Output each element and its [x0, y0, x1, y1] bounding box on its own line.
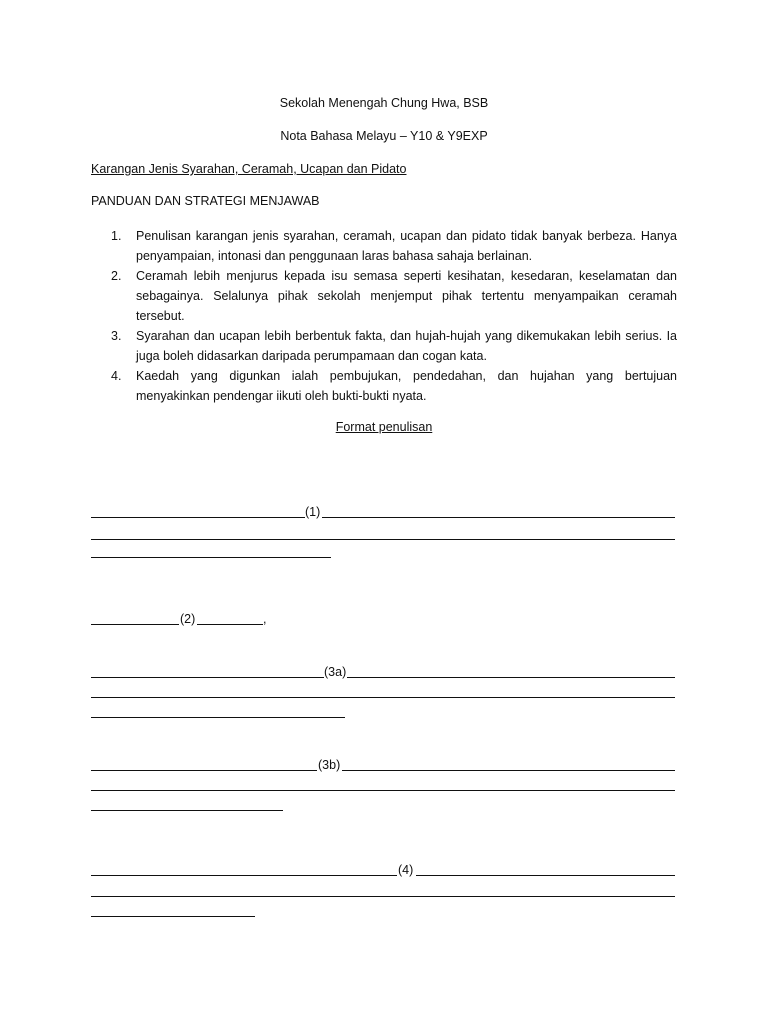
section-heading: PANDUAN DAN STRATEGI MENJAWAB [91, 194, 320, 208]
blank-line [347, 677, 675, 678]
list-item [91, 366, 677, 406]
placeholder-marker-2: (2) [180, 612, 196, 626]
list-item [91, 226, 677, 266]
list-item-number: 3. [111, 329, 122, 343]
blank-line [342, 770, 675, 771]
comma-mark: , [263, 612, 267, 626]
topic-title: Karangan Jenis Syarahan, Ceramah, Ucapan dan Pidato [91, 162, 407, 176]
blank-line [91, 790, 675, 791]
blank-line [91, 896, 675, 897]
list-item-text: Ceramah lebih menjurus kepada isu semasa seperti kesihatan, kesedaran, keselamatan dan sebagainya. Selalunya pihak sekolah menjemput pihak tertentu menyampaikan ceramah tersebut. [136, 269, 677, 323]
guideline-list [91, 226, 677, 406]
list-item [91, 326, 677, 366]
list-item-text: Kaedah yang digunkan ialah pembujukan, pendedahan, dan hujahan yang bertujuan menyakinkan pendengar iikuti oleh bukti-bukti nyata. [136, 369, 677, 403]
list-item-number: 1. [111, 229, 122, 243]
list-item-text: Syarahan dan ucapan lebih berbentuk fakta, dan hujah-hujah yang dikemukakan lebih serius. Ia juga boleh didasarkan daripada perumpamaan dan cogan kata. [136, 329, 677, 363]
blank-line [91, 916, 255, 917]
blank-line [91, 677, 324, 678]
blank-line [91, 624, 179, 625]
blank-line [197, 624, 263, 625]
blank-line [416, 875, 675, 876]
format-title: Format penulisan [335, 420, 433, 434]
blank-line [91, 770, 317, 771]
placeholder-marker-1: (1) [305, 505, 321, 519]
placeholder-marker-3a: (3a) [324, 665, 347, 679]
blank-line [91, 717, 345, 718]
blank-line [91, 697, 675, 698]
placeholder-marker-3b: (3b) [318, 758, 341, 772]
list-item-number: 4. [111, 369, 122, 383]
blank-line [91, 539, 675, 540]
blank-line [91, 557, 331, 558]
blank-line [91, 875, 397, 876]
list-item-text: Penulisan karangan jenis syarahan, ceramah, ucapan dan pidato tidak banyak berbeza. Hanya penyampaian, intonasi dan penggunaan laras bahasa sahaja berlainan. [136, 229, 677, 263]
school-name: Sekolah Menengah Chung Hwa, BSB [279, 96, 489, 110]
list-item [91, 266, 677, 326]
placeholder-marker-4: (4) [398, 863, 414, 877]
blank-line [91, 810, 283, 811]
list-item-number: 2. [111, 269, 122, 283]
blank-line [322, 517, 675, 518]
document-subject: Nota Bahasa Melayu – Y10 & Y9EXP [280, 129, 488, 143]
blank-line [91, 517, 305, 518]
